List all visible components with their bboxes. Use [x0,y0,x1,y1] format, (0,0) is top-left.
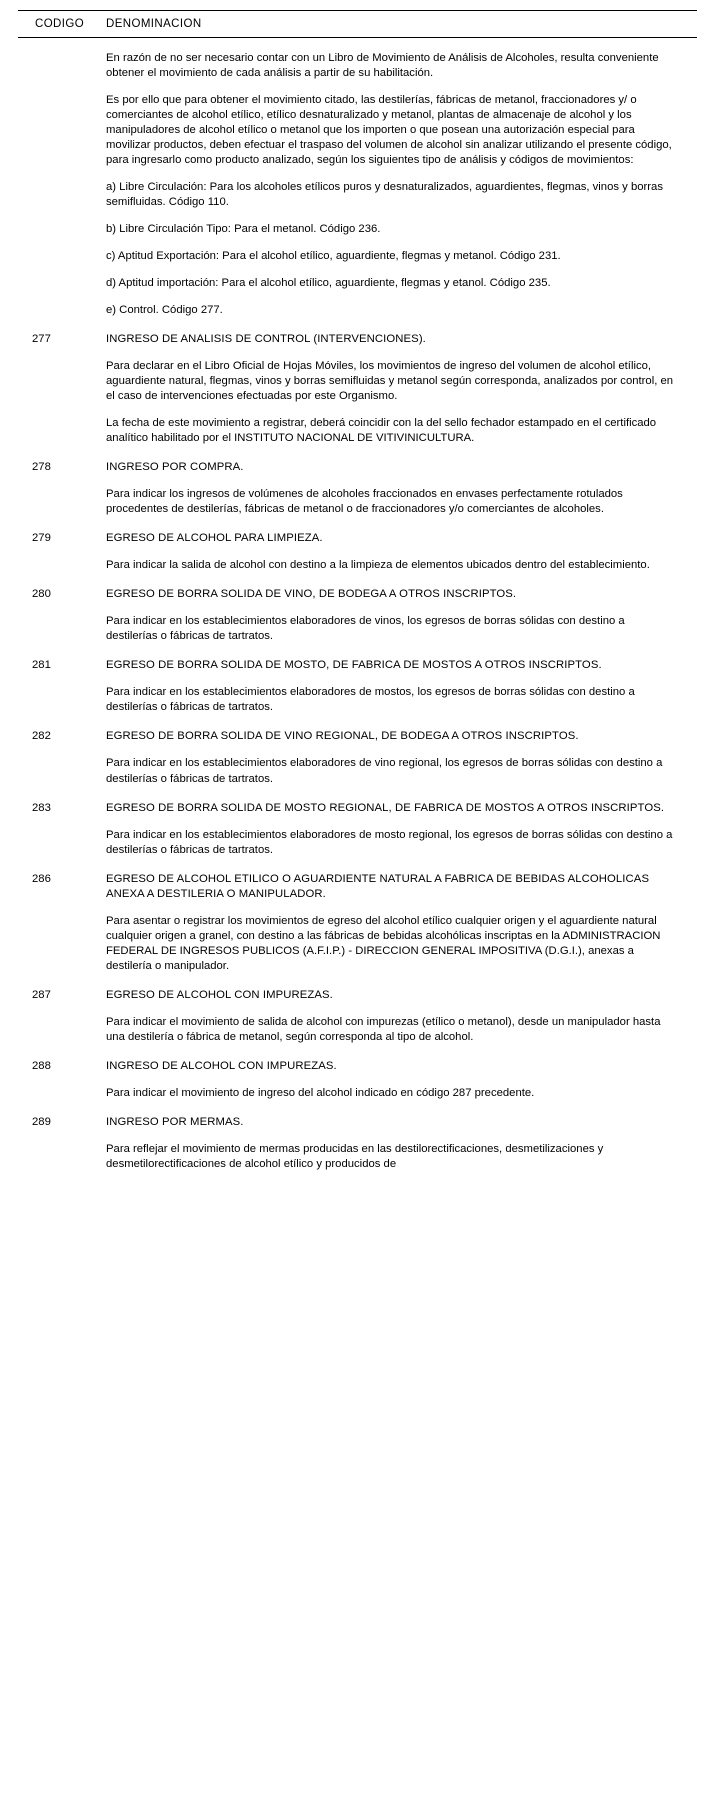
denominacion-paragraph: En razón de no ser necesario contar con un Libro de Movimiento de Análisis de Alcoholes, resulta conveniente obtener el movimiento de cada análisis a partir de su habilitación. [106,52,659,80]
table-row [18,38,697,320]
cell-denominacion [104,1046,697,1102]
denominacion-title: EGRESO DE BORRA SOLIDA DE MOSTO REGIONAL, DE FABRICA DE MOSTOS A OTROS INSCRIPTOS. [106,801,665,814]
denominacion-paragraph: c) Aptitud Exportación: Para el alcohol etílico, aguardiente, flegmas y metanol. Código 231. [106,250,561,263]
cell-denominacion [104,716,697,787]
cell-codigo: 277 [32,333,51,346]
denominacion-paragraph: Para indicar en los establecimientos elaboradores de vinos, los egresos de borras sólidas con destino a destilerías o fábricas de tartratos. [106,615,625,643]
table-row [18,975,697,1046]
cell-codigo: 281 [32,659,51,672]
column-header-codigo: CODIGO [35,18,85,30]
table-row [18,1102,697,1173]
cell-codigo: 287 [32,988,51,1001]
cell-denominacion [104,859,697,975]
cell-codigo: 280 [32,588,51,601]
table-header [18,11,697,38]
table-row [18,574,697,645]
cell-denominacion [104,645,697,716]
denominacion-title: EGRESO DE ALCOHOL CON IMPUREZAS. [106,988,333,1001]
denominacion-title: INGRESO POR MERMAS. [106,1115,244,1128]
cell-codigo [18,38,104,320]
column-header-denominacion: DENOMINACION [106,18,202,30]
cell-codigo: 278 [32,461,51,474]
cell-codigo: 286 [32,872,51,885]
denominacion-title: EGRESO DE ALCOHOL ETILICO O AGUARDIENTE NATURAL A FABRICA DE BEBIDAS ALCOHOLICAS ANEXA A DESTILERIA O MANIPULADOR. [106,872,650,900]
cell-denominacion [104,518,697,574]
denominacion-title: EGRESO DE ALCOHOL PARA LIMPIEZA. [106,532,323,545]
table-row [18,518,697,574]
denominacion-paragraph: Para indicar el movimiento de salida de alcohol con impurezas (etílico o metanol), desde un manipulador hasta una destilería o fábrica de metanol, según corresponda al tipo de alcohol. [106,1015,661,1043]
table-row [18,319,697,447]
denominacion-title: EGRESO DE BORRA SOLIDA DE VINO, DE BODEGA A OTROS INSCRIPTOS. [106,588,517,601]
denominacion-title: EGRESO DE BORRA SOLIDA DE VINO REGIONAL, DE BODEGA A OTROS INSCRIPTOS. [106,730,579,743]
denominacion-paragraph: a) Libre Circulación: Para los alcoholes etílicos puros y desnaturalizados, aguardientes, flegmas, vinos y borras semifluidas. Código 110. [106,181,663,209]
denominacion-paragraph: Para indicar en los establecimientos elaboradores de mosto regional, los egresos de borras sólidas con destino a destilerías o fábricas de tartratos. [106,828,673,856]
table-row [18,645,697,716]
table-row [18,859,697,975]
table-row [18,1046,697,1102]
denominacion-paragraph: Para indicar el movimiento de ingreso del alcohol indicado en código 287 precedente. [106,1086,535,1099]
cell-codigo: 282 [32,730,51,743]
cell-codigo: 289 [32,1115,51,1128]
table-row [18,788,697,859]
denominacion-paragraph: Para indicar los ingresos de volúmenes de alcoholes fraccionados en envases perfectamente rotulados procedentes de destilerías, fábricas de metanol o de fraccionadores y/o comerciantes de alcoholes. [106,488,623,516]
denominacion-paragraph: e) Control. Código 277. [106,304,223,317]
cell-denominacion [104,788,697,859]
denominacion-title: INGRESO POR COMPRA. [106,461,244,474]
cell-denominacion [104,1102,697,1173]
table-row [18,716,697,787]
denominacion-paragraph: Es por ello que para obtener el movimiento citado, las destilerías, fábricas de metanol, fraccionadores y/ o comerciantes de alcohol etílico, etílico desnaturalizado y metanol, plantas de almacenaje de alcohol y los manipuladores de alcohol etílico o metanol que los importen o que posean una autorización especial para movilizar productos, deben efectuar el traspaso del volumen de alcohol sin analizar utilizando el presente código, para ingresarlo como producto analizado, según los siguientes tipo de análisis y códigos de movimientos: [106,94,672,167]
denominacion-title: INGRESO DE ANALISIS DE CONTROL (INTERVENCIONES). [106,333,426,346]
cell-denominacion [104,319,697,447]
denominacion-paragraph: b) Libre Circulación Tipo: Para el metanol. Código 236. [106,223,381,236]
denominacion-paragraph: Para indicar la salida de alcohol con destino a la limpieza de elementos ubicados dentro del establecimiento. [106,559,650,572]
denominacion-paragraph: Para indicar en los establecimientos elaboradores de vino regional, los egresos de borras sólidas con destino a destilerías o fábricas de tartratos. [106,757,663,785]
cell-codigo: 283 [32,801,51,814]
denominacion-paragraph: Para indicar en los establecimientos elaboradores de mostos, los egresos de borras sólidas con destino a destilerías o fábricas de tartratos. [106,686,635,714]
cell-codigo: 279 [32,532,51,545]
denominacion-title: INGRESO DE ALCOHOL CON IMPUREZAS. [106,1059,337,1072]
header-labels-row [18,13,697,35]
denominacion-paragraph: Para reflejar el movimiento de mermas producidas en las destilorectificaciones, desmetilizaciones y desmetilorectificaciones de alcohol etílico y producidos de [106,1142,604,1170]
cell-denominacion [104,975,697,1046]
cell-denominacion [104,574,697,645]
denominacion-paragraph: Para declarar en el Libro Oficial de Hojas Móviles, los movimientos de ingreso del volumen de alcohol etílico, aguardiente natural, flegmas, vinos y borras semifluidas y metanol según corresponda, analizados por control, en el caso de intervenciones efectuadas por este Organismo. [106,360,674,403]
denominacion-paragraph: d) Aptitud importación: Para el alcohol etílico, aguardiente, flegmas y etanol. Código 235. [106,277,551,290]
denominacion-paragraph: La fecha de este movimiento a registrar, deberá coincidir con la del sello fechador estampado en el certificado analítico habilitado por el INSTITUTO NACIONAL DE VITIVINICULTURA. [106,417,657,445]
table-body [18,38,697,1173]
codes-table [18,10,697,1173]
cell-codigo: 288 [32,1059,51,1072]
cell-denominacion [104,38,697,320]
denominacion-paragraph: Para asentar o registrar los movimientos de egreso del alcohol etílico cualquier origen y el aguardiente natural cualquier origen a granel, con destino a las fábricas de bebidas alcohólicas inscriptas en la ADMINISTRACION FEDERAL DE INGRESOS PUBLICOS (A.F.I.P.) - DIRECCION GENERAL IMPOSITIVA (D.G.I.), anexas a destilería o manipulador. [106,914,661,972]
cell-denominacion [104,447,697,518]
table-row [18,447,697,518]
denominacion-title: EGRESO DE BORRA SOLIDA DE MOSTO, DE FABRICA DE MOSTOS A OTROS INSCRIPTOS. [106,659,602,672]
